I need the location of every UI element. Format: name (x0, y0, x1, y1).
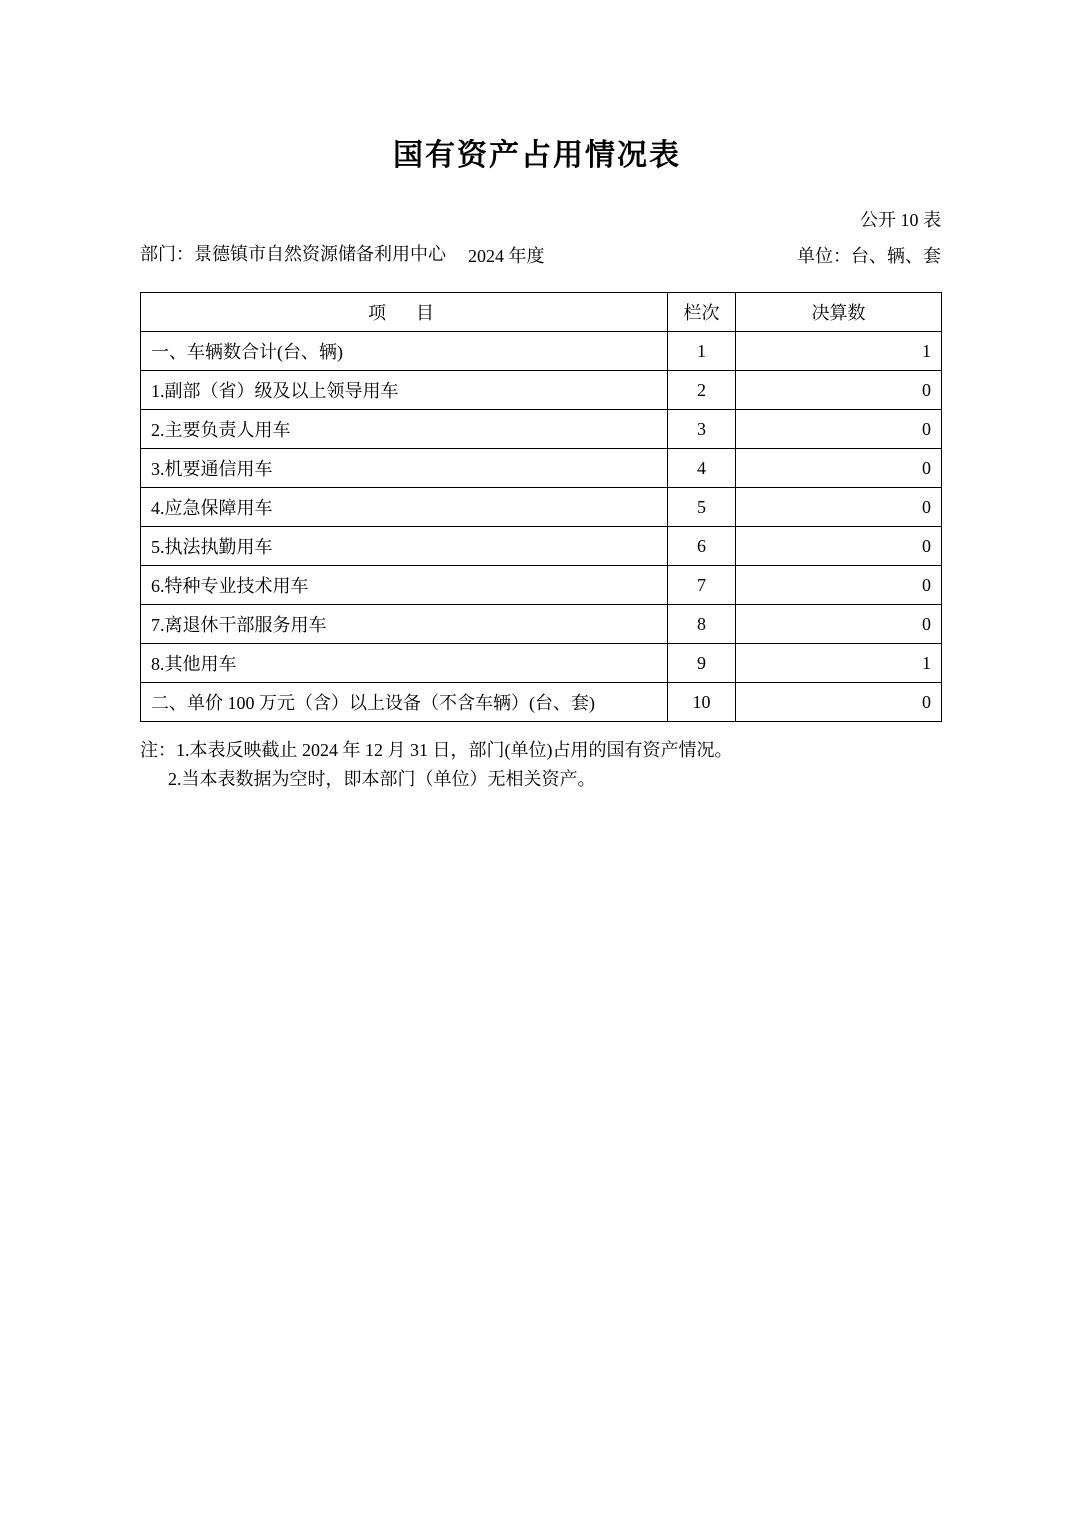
row-item-label: 1.副部（省）级及以上领导用车 (141, 371, 668, 410)
table-row (141, 683, 942, 722)
table-row (141, 332, 942, 371)
row-value: 0 (736, 683, 942, 722)
unit-label: 单位：台、辆、套 (797, 246, 941, 266)
table-row (141, 566, 942, 605)
table-row (141, 410, 942, 449)
note-line-1: 注：1.本表反映截止 2024 年 12 月 31 日，部门(单位)占用的国有资产情况。 (140, 740, 733, 760)
table-row (141, 371, 942, 410)
row-value: 0 (736, 371, 942, 410)
row-value: 0 (736, 527, 942, 566)
row-item-label: 2.主要负责人用车 (141, 410, 668, 449)
asset-occupation-table (140, 292, 942, 722)
table-row (141, 488, 942, 527)
row-value: 1 (736, 644, 942, 683)
row-item-label: 5.执法执勤用车 (141, 527, 668, 566)
row-value: 0 (736, 449, 942, 488)
row-rank: 2 (668, 371, 736, 410)
row-item-label: 8.其他用车 (141, 644, 668, 683)
row-rank: 5 (668, 488, 736, 527)
row-item-label: 7.离退休干部服务用车 (141, 605, 668, 644)
sheet-number: 公开 10 表 (860, 210, 941, 230)
row-rank: 7 (668, 566, 736, 605)
column-header-item: 项 目 (141, 293, 668, 332)
year-label: 2024 年度 (468, 246, 545, 266)
row-value: 0 (736, 488, 942, 527)
row-item-label: 6.特种专业技术用车 (141, 566, 668, 605)
row-rank: 1 (668, 332, 736, 371)
row-value: 1 (736, 332, 942, 371)
row-rank: 3 (668, 410, 736, 449)
column-header-rank: 栏次 (668, 293, 736, 332)
notes-block (140, 736, 1074, 794)
table-row (141, 605, 942, 644)
table-row (141, 527, 942, 566)
column-header-value: 决算数 (736, 293, 942, 332)
row-value: 0 (736, 410, 942, 449)
row-rank: 10 (668, 683, 736, 722)
row-rank: 4 (668, 449, 736, 488)
row-item-label: 二、单价 100 万元（含）以上设备（不含车辆）(台、套) (141, 683, 668, 722)
table-row (141, 644, 942, 683)
note-line-2: 2.当本表数据为空时，即本部门（单位）无相关资产。 (168, 768, 596, 789)
row-rank: 9 (668, 644, 736, 683)
row-value: 0 (736, 566, 942, 605)
page-title: 国有资产占用情况表 (393, 139, 681, 172)
department-label: 部门：景德镇市自然资源储备利用中心 (140, 244, 446, 264)
table-header-row (141, 293, 942, 332)
table-row (141, 449, 942, 488)
meta-row (0, 242, 1074, 286)
row-rank: 6 (668, 527, 736, 566)
row-item-label: 4.应急保障用车 (141, 488, 668, 527)
row-value: 0 (736, 605, 942, 644)
row-item-label: 一、车辆数合计(台、辆) (141, 332, 668, 371)
row-rank: 8 (668, 605, 736, 644)
row-item-label: 3.机要通信用车 (141, 449, 668, 488)
